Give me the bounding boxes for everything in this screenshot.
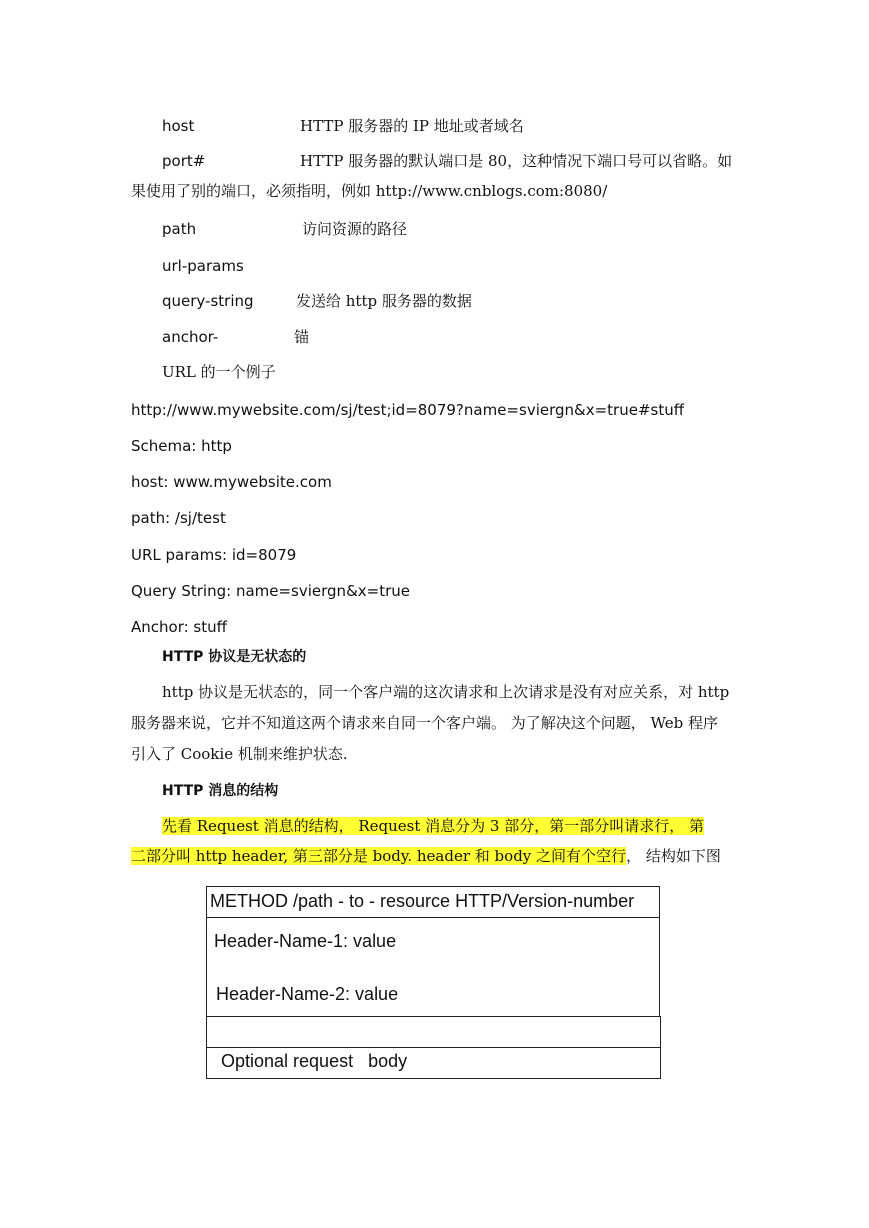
url-part-desc: 锚 (294, 328, 310, 346)
port-continuation: 果使用了别的端口，必须指明，例如 http://www.cnblogs.com:8080/ (131, 182, 608, 200)
request-line-box (206, 886, 660, 918)
example-part-url-params: URL params: id=8079 (131, 546, 297, 564)
highlighted-text: 二部分叫 http header, 第三部分是 body. header 和 body 之间有个空行 (131, 847, 627, 865)
header-1-text: Header-Name-1: value (214, 931, 397, 951)
url-part-path (162, 219, 408, 239)
example-part-query-string: Query String: name=sviergn&x=true (131, 582, 410, 600)
url-part-name: host (162, 117, 195, 135)
example-heading: URL 的一个例子 (162, 363, 276, 381)
url-part-name: path (162, 220, 197, 238)
example-part-schema: Schema: http (131, 437, 232, 455)
example-part-host: host: www.mywebsite.com (131, 473, 332, 491)
highlighted-text: 先看 Request 消息的结构， Request 消息分为 3 部分，第一部分叫请求行， 第 (162, 817, 704, 835)
example-url: http://www.mywebsite.com/sj/test;id=8079?name=sviergn&x=true#stuff (131, 401, 685, 419)
request-structure-diagram (206, 886, 661, 1079)
message-line-2-tail: ， 结构如下图 (626, 847, 721, 865)
url-part-host (162, 116, 524, 136)
url-part-desc: HTTP 服务器的 IP 地址或者域名 (300, 117, 524, 135)
url-part-anchor (162, 327, 310, 347)
message-line-1 (162, 816, 704, 836)
url-part-port (162, 151, 733, 171)
stateless-line-2: 服务器来说，它并不知道这两个请求来自同一个客户端。 为了解决这个问题， Web 程序 (131, 714, 718, 732)
request-line-text: METHOD /path - to - resource HTTP/Version-number (210, 891, 635, 911)
url-part-query-string (162, 291, 472, 311)
url-part-desc: HTTP 服务器的默认端口是 80，这种情况下端口号可以省略。如 (300, 152, 733, 170)
stateless-line-3: 引入了 Cookie 机制来维护状态. (131, 745, 348, 763)
stateless-line-1: http 协议是无状态的，同一个客户端的这次请求和上次请求是没有对应关系，对 http (162, 683, 730, 701)
url-part-desc: 发送给 http 服务器的数据 (296, 292, 472, 310)
body-box (206, 1047, 661, 1079)
body-text: Optional request body (221, 1051, 408, 1071)
header-2-text: Header-Name-2: value (216, 984, 399, 1004)
example-part-path: path: /sj/test (131, 509, 226, 527)
url-part-name: query-string (162, 292, 254, 310)
message-heading: HTTP 消息的结构 (162, 783, 279, 799)
message-line-2 (131, 846, 721, 866)
headers-box (206, 917, 660, 1017)
url-part-name: anchor- (162, 328, 219, 346)
url-part-name: url-params (162, 257, 244, 275)
stateless-heading: HTTP 协议是无状态的 (162, 649, 307, 665)
url-part-url-params (162, 256, 244, 276)
url-part-name: port# (162, 152, 206, 170)
url-part-desc: 访问资源的路径 (302, 220, 408, 238)
example-part-anchor: Anchor: stuff (131, 618, 227, 636)
blank-line-box (206, 1016, 661, 1048)
